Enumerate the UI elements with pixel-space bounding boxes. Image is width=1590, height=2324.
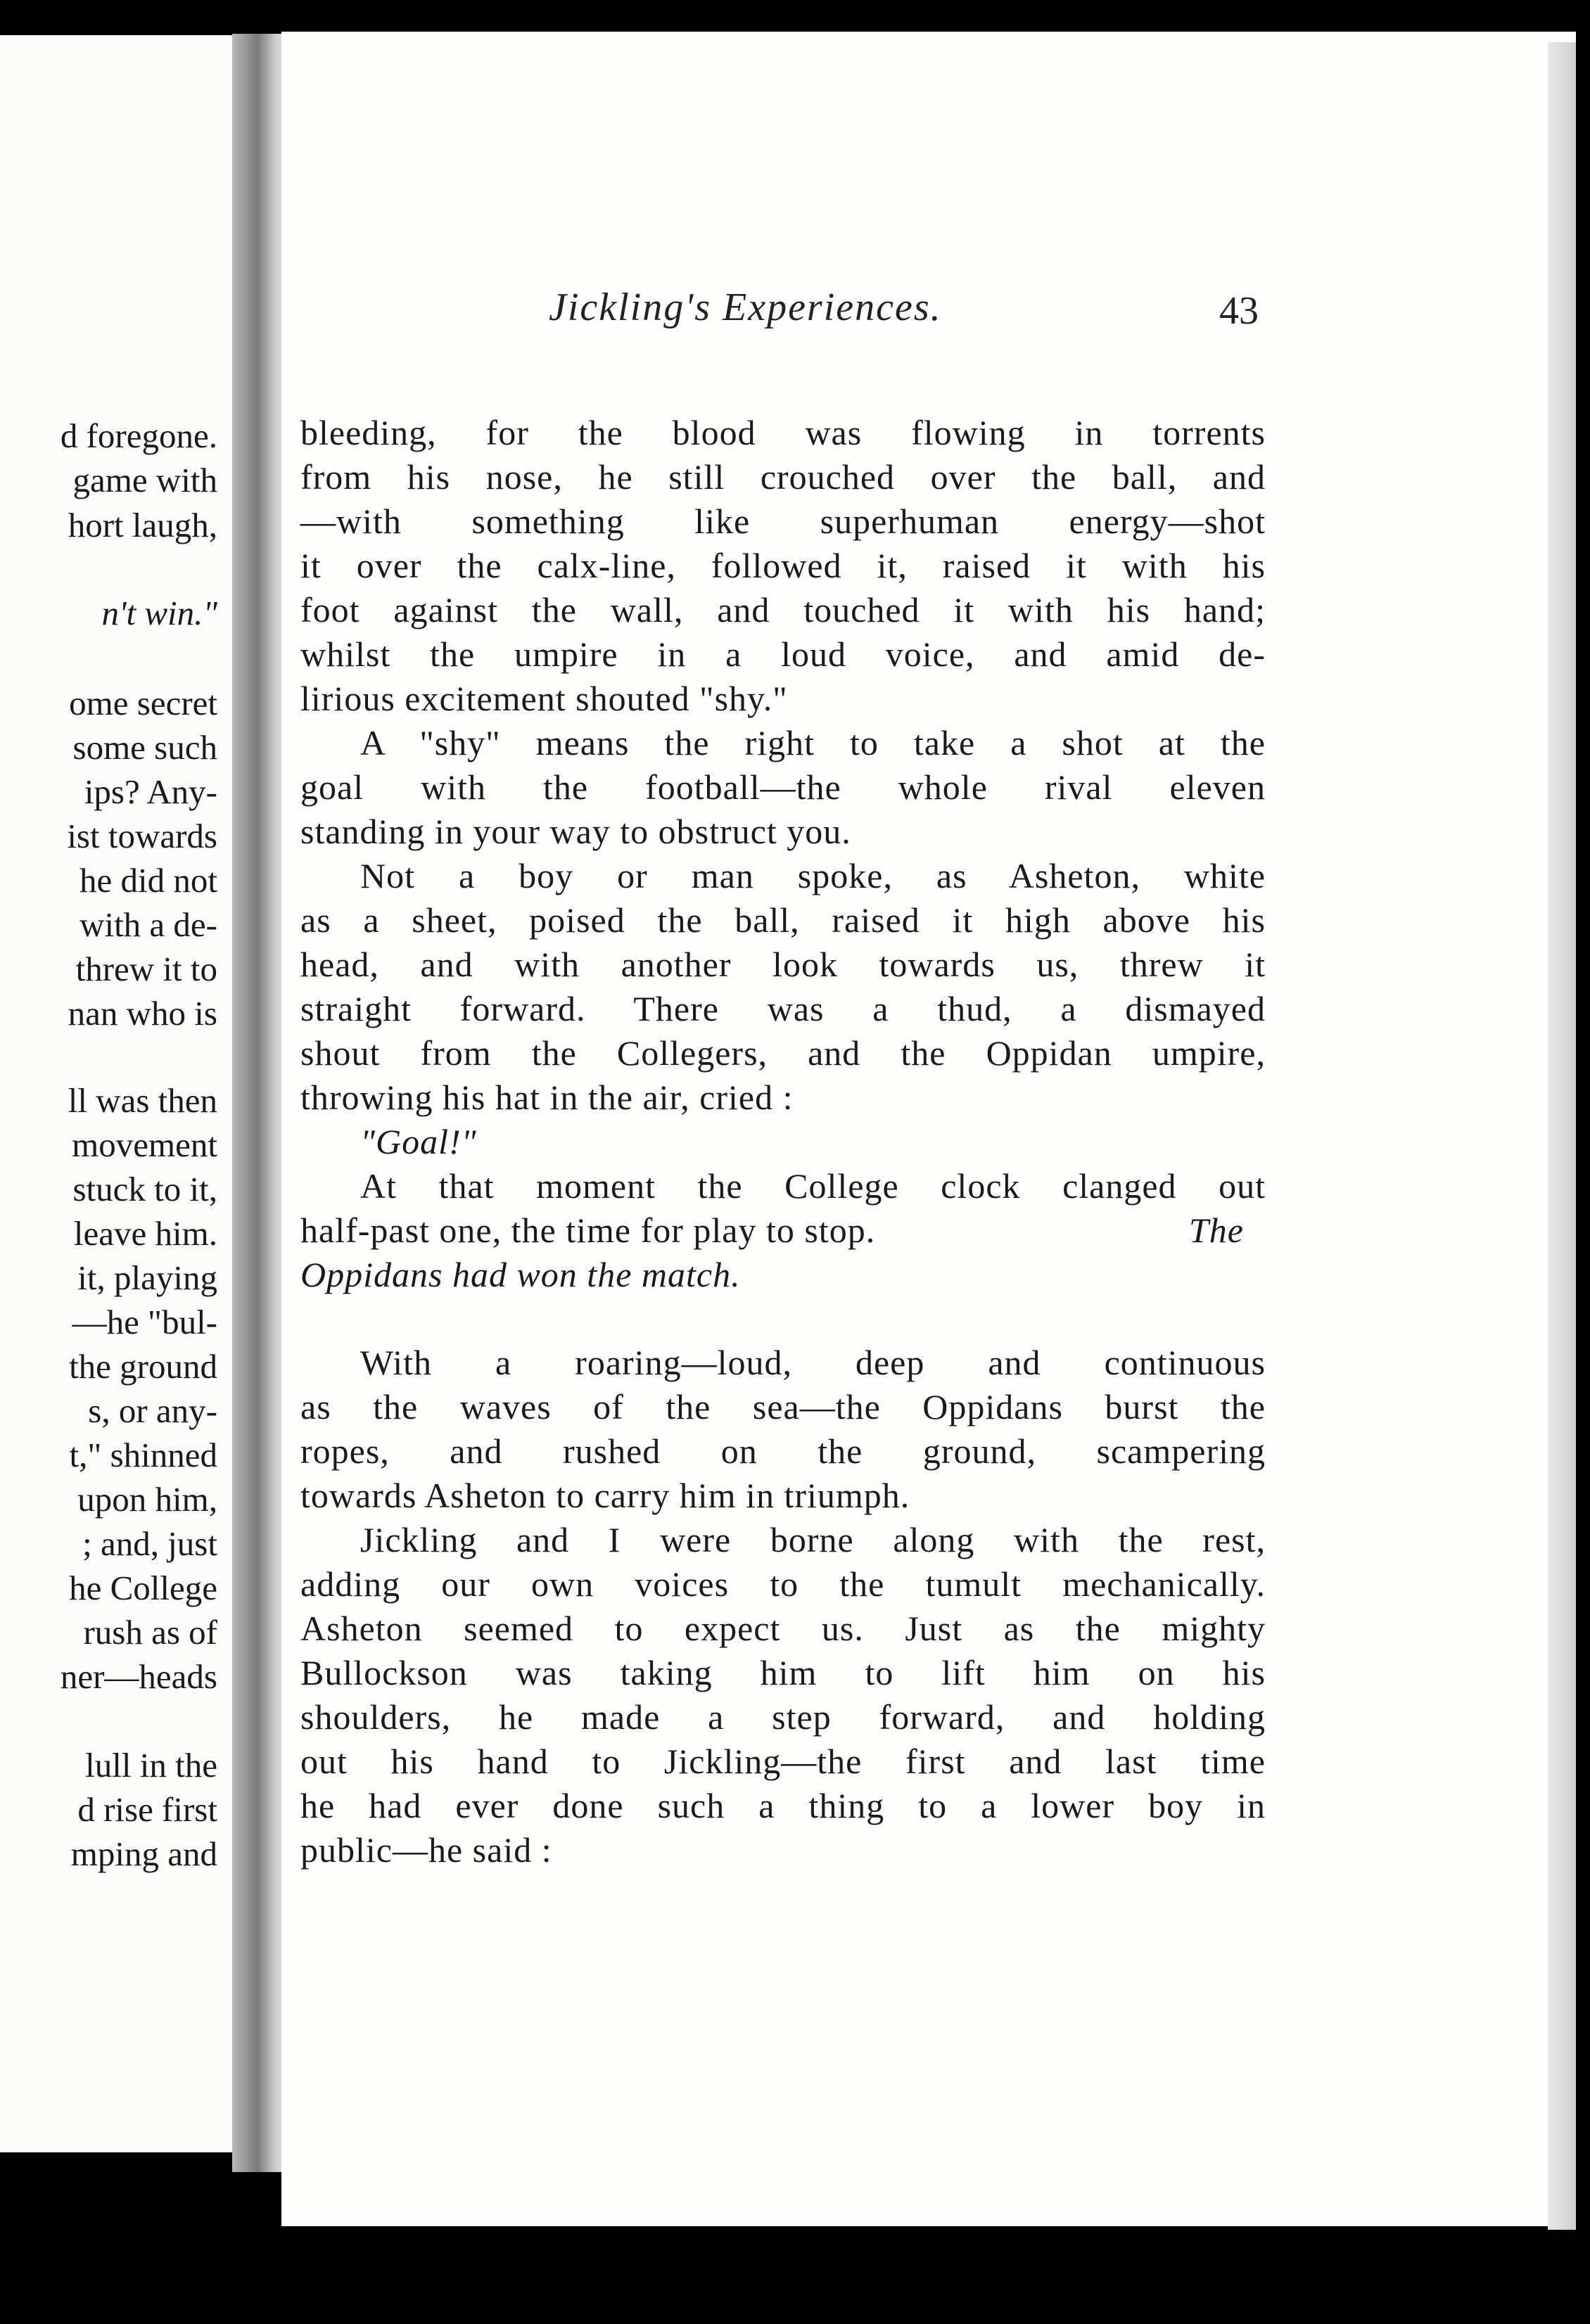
body-line: out his hand to Jickling—the first and last time bbox=[300, 1742, 1266, 1781]
left-page-line: hort laugh, bbox=[68, 506, 217, 544]
left-page-line: threw it to bbox=[75, 950, 217, 988]
body-line: With a roaring—loud, deep and continuous bbox=[360, 1343, 1266, 1382]
left-page-line: it, playing bbox=[77, 1258, 217, 1297]
body-line: as the waves of the sea—the Oppidans burst the bbox=[300, 1387, 1266, 1426]
body-line: standing in your way to obstruct you. bbox=[300, 812, 851, 851]
left-page-line: d rise first bbox=[77, 1790, 217, 1829]
body-line: —with something like superhuman energy—shot bbox=[300, 502, 1266, 541]
body-line: from his nose, he still crouched over the ball, and bbox=[300, 457, 1266, 497]
body-line: goal with the football—the whole rival eleven bbox=[300, 767, 1266, 807]
body-line: Jickling and I were borne along with the rest, bbox=[360, 1520, 1266, 1559]
body-line: as a sheet, poised the ball, raised it high above his bbox=[300, 900, 1266, 940]
left-page-line: d foregone. bbox=[60, 416, 217, 455]
book-gutter bbox=[232, 34, 288, 2172]
body-line: Asheton seemed to expect us. Just as the mighty bbox=[300, 1609, 1266, 1648]
left-page-line: t," shinned bbox=[69, 1436, 217, 1474]
body-line: public—he said : bbox=[300, 1830, 552, 1870]
page-edge-shadow bbox=[1548, 42, 1576, 2230]
left-page-line: ll was then bbox=[68, 1081, 217, 1120]
left-page-line: rush as of bbox=[83, 1613, 217, 1652]
left-page-line: lull in the bbox=[85, 1746, 217, 1784]
body-line: straight forward. There was a thud, a dismayed bbox=[300, 989, 1266, 1028]
left-page-line: upon him, bbox=[77, 1480, 217, 1519]
left-page-line: he College bbox=[69, 1569, 217, 1607]
left-page-line: game with bbox=[72, 461, 217, 499]
body-line: adding our own voices to the tumult mechanically. bbox=[300, 1564, 1266, 1604]
body-line: towards Asheton to carry him in triumph. bbox=[300, 1476, 910, 1515]
body-line: he had ever done such a thing to a lower boy in bbox=[300, 1786, 1266, 1825]
left-page-line: some such bbox=[72, 728, 217, 767]
left-page-line: movement bbox=[72, 1125, 217, 1164]
body-line: half-past one, the time for play to stop. bbox=[300, 1211, 876, 1250]
left-page-line: the ground bbox=[69, 1347, 217, 1386]
left-page-line: ist towards bbox=[67, 817, 217, 855]
left-page-line: with a de- bbox=[80, 905, 217, 944]
left-page-line: stuck to it, bbox=[72, 1170, 217, 1208]
left-page-line: ner—heads bbox=[60, 1657, 217, 1696]
left-facing-page bbox=[0, 35, 236, 2152]
left-page-line: nan who is bbox=[68, 994, 217, 1033]
left-page-line: mping and bbox=[70, 1834, 217, 1873]
body-line: Not a boy or man spoke, as Asheton, white bbox=[360, 856, 1266, 895]
body-line: At that moment the College clock clanged out bbox=[360, 1166, 1266, 1206]
body-line: ropes, and rushed on the ground, scampering bbox=[300, 1431, 1266, 1471]
left-page-line: n't win." bbox=[101, 594, 217, 632]
body-line: shoulders, he made a step forward, and holding bbox=[300, 1697, 1266, 1737]
body-line: Oppidans had won the match. bbox=[300, 1255, 741, 1294]
body-line: foot against the wall, and touched it with his hand; bbox=[300, 590, 1266, 630]
left-page-line: —he "bul- bbox=[72, 1303, 217, 1341]
body-line: whilst the umpire in a loud voice, and amid de- bbox=[300, 634, 1266, 674]
left-page-line: s, or any- bbox=[88, 1391, 217, 1430]
body-line: "Goal!" bbox=[360, 1122, 477, 1161]
left-page-line: leave him. bbox=[73, 1214, 217, 1253]
page-number: 43 bbox=[1219, 289, 1259, 333]
body-line: The bbox=[1189, 1211, 1244, 1250]
body-line: throwing his hat in the air, cried : bbox=[300, 1078, 794, 1117]
body-line: Bullockson was taking him to lift him on his bbox=[300, 1653, 1266, 1692]
body-line: it over the calx-line, followed it, raised it with his bbox=[300, 546, 1266, 585]
left-page-line: ; and, just bbox=[82, 1524, 217, 1563]
left-page-line: ips? Any- bbox=[84, 772, 217, 811]
left-page-line: ome secret bbox=[69, 684, 217, 722]
body-line: A "shy" means the right to take a shot at the bbox=[360, 723, 1266, 762]
body-line: head, and with another look towards us, threw it bbox=[300, 945, 1266, 984]
body-line: bleeding, for the blood was flowing in torrents bbox=[300, 413, 1266, 452]
left-page-line: he did not bbox=[80, 861, 217, 900]
running-head: Jickling's Experiences. bbox=[549, 286, 942, 329]
body-line: lirious excitement shouted "shy." bbox=[300, 679, 788, 718]
body-line: shout from the Collegers, and the Oppidan umpire, bbox=[300, 1033, 1266, 1073]
